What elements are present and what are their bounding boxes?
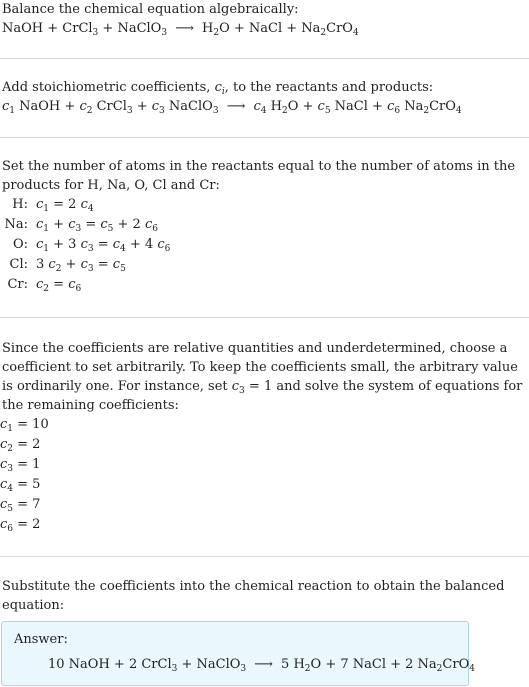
answer-box [1,621,475,686]
element-label: H: [12,197,28,212]
atom-equation: $c_1 = 2$ $c_4$ [36,197,94,214]
solve-text: Since the coefficients are relative quantities and underdetermined, choose a coefficient to set arbitrarily. To keep the coefficients small, the arbitrary value is ordinarily one. For instance, set $c_3 = 1$ and solve the system of equations for the remaining coefficients: [2,341,523,413]
atom-balance-text: Set the number of atoms in the reactants equal to the number of atoms in the products for H, Na, O, Cl and Cr: [2,159,516,193]
coefficient-value: $c_4 = 5$ [0,477,41,494]
coefficients-section [0,78,529,117]
element-label: Na: [4,217,28,232]
divider [0,58,529,59]
coefficient-equation: $c_1$ NaOH + $c_2$ CrCl$_3$ + $c_3$ NaClO$_3$ ⟶ $c_4$ $H_2O + c_5$ NaCl + $c_6$ $Na_2CrO_4$ [2,99,462,116]
unbalanced-equation: NaOH + CrCl$_3$ + NaClO$_3$ ⟶ $H_2O$ + NaCl + $Na_2CrO_4$ [2,21,359,38]
substitute-section [0,577,529,615]
atom-equation: $c_1 + 3$ $c_3 = c_4 + 4$ $c_6$ [36,237,171,254]
divider [0,317,529,318]
atom-equations-table [0,195,170,295]
coefficient-value: $c_6 = 2$ [0,517,41,534]
coefficient-value: $c_3 = 1$ [0,457,41,474]
coefficient-value: $c_1 = 10$ [0,417,49,434]
intro-section [0,0,529,39]
divider [0,556,529,557]
coefficient-value: $c_5 = 7$ [0,497,41,514]
atom-row [0,275,170,295]
substitute-text: Substitute the coefficients into the chemical reaction to obtain the balanced equation: [2,579,505,613]
atom-row [0,215,170,235]
intro-text: Balance the chemical equation algebraically: [2,2,299,17]
coefficient-value: $c_2 = 2$ [0,437,41,454]
atom-equation: $c_2 = c_6$ [36,277,82,294]
coefficients-text: Add stoichiometric coefficients, $c_i$, to the reactants and products: [2,80,434,97]
element-label: O: [12,237,28,252]
answer-label: Answer: [14,632,68,647]
atom-row [0,235,170,255]
atom-equation: 3 $c_2 + c_3 = c_5$ [36,257,126,274]
atom-row [0,255,170,275]
atom-row [0,195,170,215]
divider [0,137,529,138]
element-label: Cl: [9,257,28,272]
atom-equation: $c_1 + c_3 = c_5 + 2$ $c_6$ [36,217,158,234]
balanced-equation: 10 NaOH + 2 CrCl$_3$ + NaClO$_3$ ⟶ 5 $H_2O + 7$ NaCl + 2 $Na_2CrO_4$ [48,657,475,674]
coefficient-variable: $c_i$ [214,80,225,97]
element-label: Cr: [7,277,28,292]
solve-section [0,339,529,535]
atom-balance-section [0,157,529,295]
